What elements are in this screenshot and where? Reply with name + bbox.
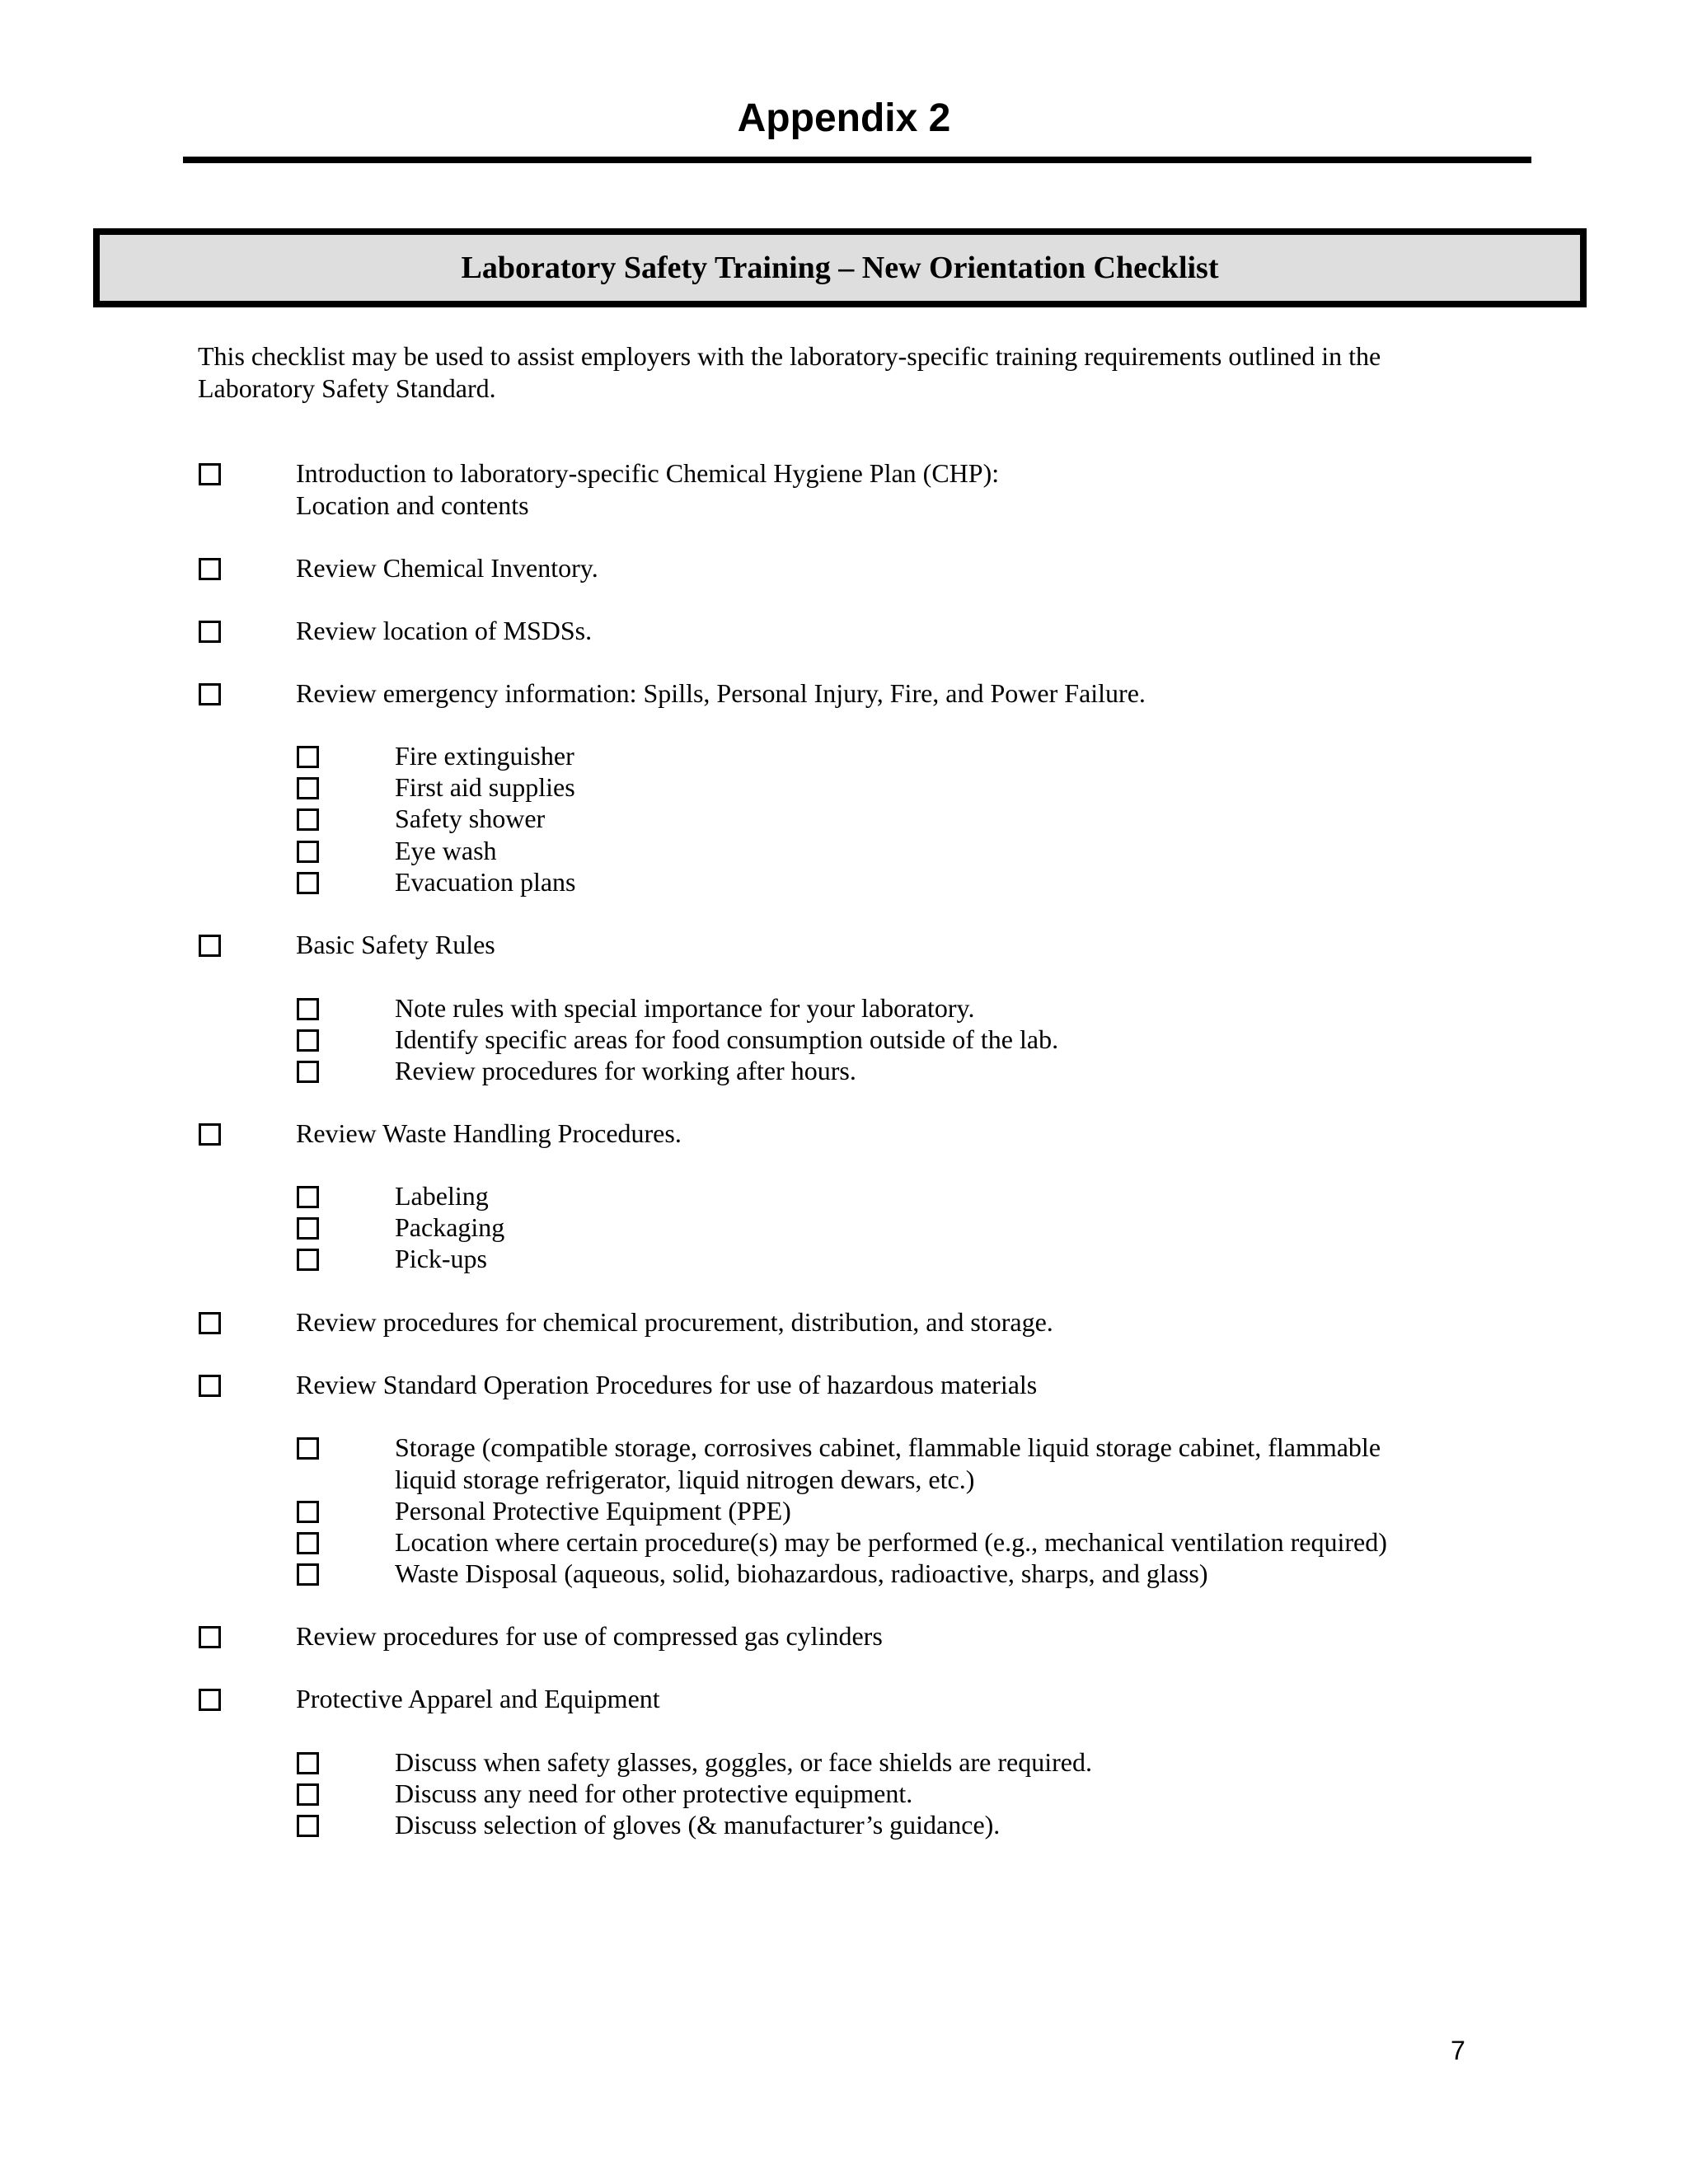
checkbox[interactable] [199,1626,221,1648]
checkbox[interactable] [199,1312,221,1334]
checkbox[interactable] [199,1689,221,1711]
checklist-item-label: Protective Apparel and Equipment [296,1684,660,1713]
checklist-item-label: Review Waste Handling Procedures. [296,1118,682,1148]
checklist-item-label: Basic Safety Rules [296,930,495,959]
checkbox[interactable] [297,1752,319,1774]
checklist-item-label: First aid supplies [395,772,575,802]
checklist-title-box [93,228,1587,307]
checklist-item-label: Review procedures for chemical procurement, distribution, and storage. [296,1307,1053,1337]
checklist-title: Laboratory Safety Training – New Orientation Checklist [461,251,1219,285]
checklist-item-label: Discuss when safety glasses, goggles, or face shields are required. [395,1747,1092,1777]
checkbox[interactable] [297,1532,319,1554]
checklist-item-label: Evacuation plans [395,867,576,897]
checklist-item-label: Review Chemical Inventory. [296,553,598,583]
checklist-item-label: Review procedures for use of compressed gas cylinders [296,1621,883,1651]
checkbox[interactable] [297,808,319,831]
checklist-item-label: Review procedures for working after hours. [395,1056,856,1085]
checkbox[interactable] [199,463,221,485]
checklist-item-label: Packaging [395,1212,505,1242]
checklist-item-label: Identify specific areas for food consumption outside of the lab. [395,1024,1059,1054]
checkbox[interactable] [199,683,221,705]
checkbox[interactable] [297,1186,319,1208]
checkbox[interactable] [297,1437,319,1460]
checkbox[interactable] [297,1061,319,1083]
checklist-item-label: Eye wash [395,836,497,865]
checkbox[interactable] [199,621,221,643]
checklist-item-label: Safety shower [395,804,546,833]
checkbox[interactable] [199,1123,221,1146]
checkbox[interactable] [199,558,221,580]
checklist-item-label: Pick-ups [395,1244,487,1273]
checklist-item-label: Storage (compatible storage, corrosives cabinet, flammable liquid storage cabinet, flammable [395,1432,1381,1462]
checklist-item-label: Review location of MSDSs. [296,616,593,645]
checkbox[interactable] [297,1815,319,1837]
intro-paragraph: This checklist may be used to assist employers with the laboratory-specific training requirements outlined in the Laboratory Safety Standard. [198,341,1381,403]
checklist-item-label: Labeling [395,1181,489,1211]
checkbox[interactable] [297,1249,319,1271]
checklist-item-label: Discuss selection of gloves (& manufacturer’s guidance). [395,1810,1001,1840]
checkbox[interactable] [297,841,319,863]
checkbox[interactable] [297,872,319,894]
checklist-item-label: Location where certain procedure(s) may be performed (e.g., mechanical ventilation required) [395,1527,1387,1557]
checklist-item-label: Personal Protective Equipment (PPE) [395,1496,791,1526]
page-heading: Appendix 2 [737,96,951,140]
checklist-item-label: Waste Disposal (aqueous, solid, biohazardous, radioactive, sharps, and glass) [395,1558,1208,1588]
checklist-item-label: Introduction to laboratory-specific Chemical Hygiene Plan (CHP): [296,458,1000,488]
checklist-item-label: liquid storage refrigerator, liquid nitrogen dewars, etc.) [395,1464,975,1494]
checklist-item-label: Review Standard Operation Procedures for use of hazardous materials [296,1370,1038,1399]
checkbox[interactable] [199,1375,221,1397]
checkbox[interactable] [297,1563,319,1586]
heading-divider [183,157,1531,163]
checkbox[interactable] [297,746,319,768]
checkbox[interactable] [297,1217,319,1240]
checkbox[interactable] [297,1029,319,1052]
checkbox[interactable] [297,998,319,1020]
checkbox[interactable] [297,1783,319,1806]
checklist-item-label: Note rules with special importance for your laboratory. [395,993,975,1023]
checkbox[interactable] [297,1501,319,1523]
checkbox[interactable] [199,935,221,957]
checklist-item-label: Discuss any need for other protective equipment. [395,1779,913,1808]
checkbox[interactable] [297,777,319,799]
checklist-item-label: Location and contents [296,490,529,520]
page-number: 7 [1451,2036,1465,2065]
checklist-item-label: Review emergency information: Spills, Personal Injury, Fire, and Power Failure. [296,678,1146,708]
checklist-item-label: Fire extinguisher [395,741,574,771]
